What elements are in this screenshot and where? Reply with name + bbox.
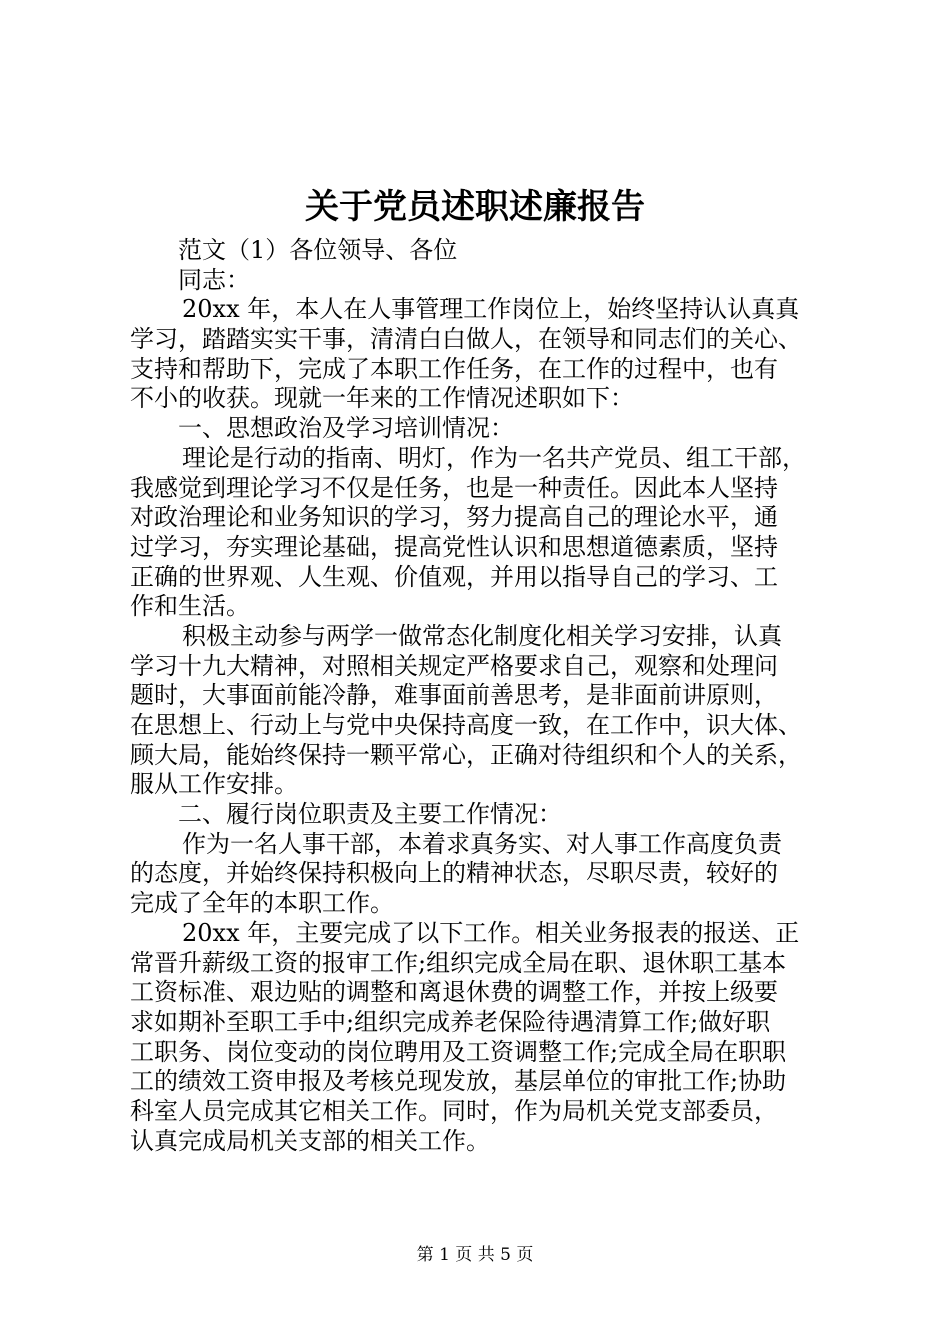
document-body: [130, 236, 832, 1156]
text-line: 在思想上、行动上与党中央保持高度一致，在工作中，识大体、: [130, 711, 802, 739]
text-line: 20xx 年，主要完成了以下工作。相关业务报表的报送、正: [182, 918, 800, 947]
text-line: 常晋升薪级工资的报审工作;组织完成全局在职、退休职工基本: [130, 948, 787, 977]
text-line: 同志：: [178, 265, 250, 294]
text-line: 顾大局，能始终保持一颗平常心，正确对待组织和个人的关系，: [130, 740, 802, 769]
text-line: 完成了全年的本职工作。: [130, 889, 394, 918]
text-line: 作和生活。: [130, 592, 250, 621]
text-line: 科室人员完成其它相关工作。同时，作为局机关党支部委员，: [130, 1096, 778, 1125]
text-line: 工的绩效工资申报及考核兑现发放，基层单位的审批工作;协助: [130, 1067, 787, 1096]
text-line: 学习十九大精神，对照相关规定严格要求自己，观察和处理问: [130, 651, 778, 680]
text-line: 过学习，夯实理论基础，提高党性认识和思想道德素质，坚持: [130, 532, 778, 561]
text-line: 的态度，并始终保持积极向上的精神状态，尽职尽责，较好的: [130, 859, 778, 888]
text-line: 工职务、岗位变动的岗位聘用及工资调整工作;完成全局在职职: [130, 1037, 787, 1066]
text-line: 服从工作安排。: [130, 770, 298, 799]
document-title: 关于党员述职述廉报告: [305, 187, 645, 227]
text-line: 我感觉到理论学习不仅是任务，也是一种责任。因此本人坚持: [130, 473, 778, 502]
text-line: 20xx 年，本人在人事管理工作岗位上，始终坚持认认真真: [182, 295, 800, 324]
text-line: 求如期补至职工手中;组织完成养老保险待遇清算工作;做好职: [130, 1007, 771, 1036]
text-line: 二、履行岗位职责及主要工作情况：: [178, 800, 562, 829]
text-line: 题时，大事面前能冷静，难事面前善思考，是非面前讲原则，: [130, 681, 778, 710]
text-line: 支持和帮助下，完成了本职工作任务，在工作的过程中，也有: [130, 354, 778, 383]
text-line: 作为一名人事干部，本着求真务实、对人事工作高度负责: [182, 829, 782, 858]
text-line: 范文（1）各位领导、各位: [178, 236, 458, 264]
text-line: 不小的收获。现就一年来的工作情况述职如下：: [130, 384, 634, 413]
text-line: 一、思想政治及学习培训情况：: [178, 414, 514, 443]
text-line: 理论是行动的指南、明灯，作为一名共产党员、组工干部，: [182, 443, 806, 472]
text-line: 认真完成局机关支部的相关工作。: [130, 1126, 490, 1155]
text-line: 学习，踏踏实实干事，清清白白做人，在领导和同志们的关心、: [130, 325, 802, 354]
text-line: 工资标准、艰边贴的调整和离退休费的调整工作，并按上级要: [130, 978, 778, 1007]
text-line: 积极主动参与两学一做常态化制度化相关学习安排，认真: [182, 621, 782, 650]
page-footer: 第 1 页 共 5 页: [416, 1245, 534, 1265]
text-line: 对政治理论和业务知识的学习，努力提高自己的理论水平，通: [130, 503, 778, 532]
text-line: 正确的世界观、人生观、价值观，并用以指导自己的学习、工: [130, 562, 778, 591]
